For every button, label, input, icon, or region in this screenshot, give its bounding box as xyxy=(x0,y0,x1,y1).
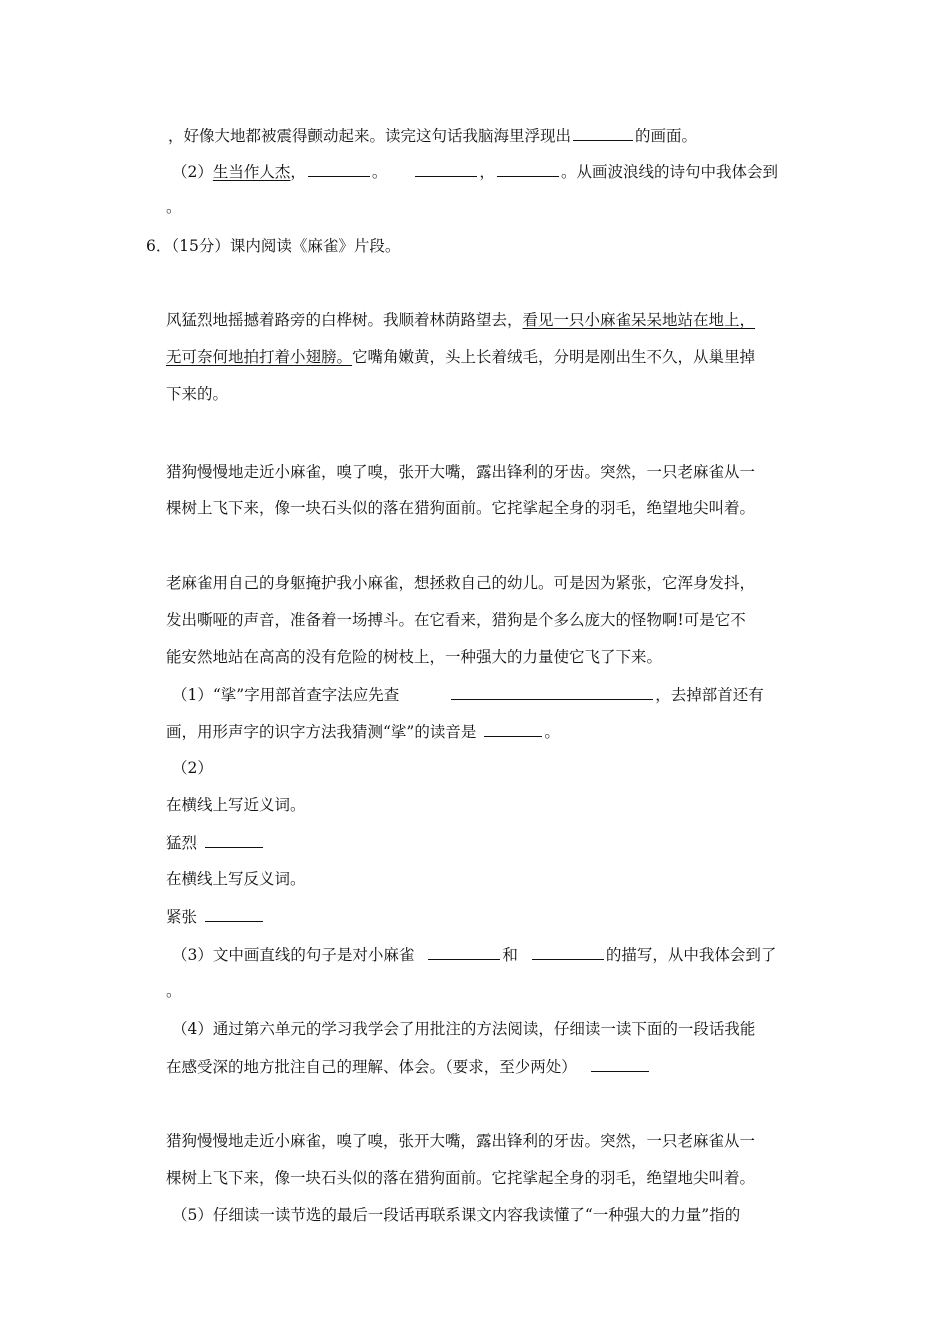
answer-blank[interactable] xyxy=(497,160,559,177)
question-item xyxy=(166,720,560,743)
passage-text: 老麻雀用自己的身躯掩护我小麻雀，想拯救自己的幼儿。可是因为紧张，它浑身发抖， xyxy=(166,574,756,592)
passage-text: 发出嘶哑的声音，准备着一场搏斗。在它看来，猎狗是个多么庞大的怪物啊!可是它不 xyxy=(166,611,746,629)
passage-text: 下来的。 xyxy=(166,385,229,403)
question-item xyxy=(172,160,778,183)
question-text: （4）通过第六单元的学习我学会了用批注的方法阅读，仔细读一读下面的一段话我能 xyxy=(172,1020,756,1038)
question-item xyxy=(166,980,182,1002)
passage-line xyxy=(166,609,746,631)
answer-blank[interactable] xyxy=(591,1055,649,1072)
passage-line xyxy=(166,572,755,594)
question-text: （5）仔细读一读节选的最后一段话再联系课文内容我读懂了“一种强大的力量”指的 xyxy=(172,1206,741,1224)
passage-text: 能安然地站在高高的没有危险的树枝上，一种强大的力量使它飞了下来。 xyxy=(166,648,663,666)
punctuation: 。 xyxy=(166,198,182,216)
passage-text: 棵树上飞下来，像一块石头似的落在猎狗面前。它挓挲起全身的羽毛，绝望地尖叫着。 xyxy=(166,499,756,517)
line-text: ，好像大地都被震得颤动起来。读完这句话我脑海里浮现出 xyxy=(168,127,572,145)
passage-text: 棵树上飞下来，像一块石头似的落在猎狗面前。它挓挲起全身的羽毛，绝望地尖叫着。 xyxy=(166,1169,756,1187)
punctuation: ， xyxy=(290,163,306,181)
passage-line xyxy=(166,497,755,519)
text-line xyxy=(168,124,697,147)
question-word: 紧张 xyxy=(166,908,198,926)
question-number: （2） xyxy=(172,163,213,181)
question-text: ，去掉部首还有 xyxy=(655,686,764,704)
question-word: 猛烈 xyxy=(166,834,198,852)
passage-text: 猎狗慢慢地走近小麻雀，嗅了嗅，张开大嘴，露出锋利的牙齿。突然，一只老麻雀从一 xyxy=(166,1132,756,1150)
wavy-underlined-verse: 生当作人杰 xyxy=(212,163,291,181)
punctuation: ， xyxy=(479,163,495,181)
passage-line xyxy=(166,1130,755,1152)
punctuation: 。 xyxy=(371,163,388,181)
question-item xyxy=(166,868,306,890)
question-item xyxy=(166,1055,651,1078)
question-item xyxy=(172,757,213,779)
passage-line xyxy=(166,346,755,368)
question-text: 画，用形声字的识字方法我猜测“挲”的读音是 xyxy=(166,723,477,741)
passage-line xyxy=(166,646,662,668)
line-text: 。从画波浪线的诗句中我体会到 xyxy=(560,163,778,181)
passage-text: 猎狗慢慢地走近小麻雀，嗅了嗅，张开大嘴，露出锋利的牙齿。突然，一只老麻雀从一 xyxy=(166,463,756,481)
question-text: （1）“挲”字用部首查字法应先查 xyxy=(172,686,400,704)
question-item xyxy=(172,943,776,966)
punctuation: 。 xyxy=(166,982,182,1000)
passage-line xyxy=(166,1167,755,1189)
answer-blank[interactable] xyxy=(428,943,500,960)
question-number: （2） xyxy=(172,759,213,777)
question-text: 的描写，从中我体会到了 xyxy=(605,946,777,964)
passage-line xyxy=(166,383,228,405)
answer-blank[interactable] xyxy=(205,831,263,848)
answer-blank[interactable] xyxy=(415,160,477,177)
answer-blank[interactable] xyxy=(205,905,263,922)
question-item xyxy=(166,905,265,928)
question-title: 6．（15分）课内阅读《麻雀》片段。 xyxy=(146,237,401,255)
question-text: 在横线上写反义词。 xyxy=(166,870,306,888)
question-item xyxy=(172,1018,755,1040)
answer-blank[interactable] xyxy=(451,683,653,700)
passage-line xyxy=(166,461,755,483)
text-line xyxy=(166,196,182,218)
question-text: （3）文中画直线的句子是对小麻雀 xyxy=(172,946,415,964)
underlined-sentence: 看见一只小麻雀呆呆地站在地上， xyxy=(522,311,756,329)
passage-line xyxy=(166,309,755,331)
answer-blank[interactable] xyxy=(308,160,370,177)
question-text: 在感受深的地方批注自己的理解、体会。（要求，至少两处） xyxy=(166,1058,577,1076)
underlined-sentence: 无可奈何地拍打着小翅膀。 xyxy=(166,348,353,366)
passage-text: 风猛烈地摇撼着路旁的白桦树。我顺着林荫路望去， xyxy=(166,311,523,329)
question-text: 在横线上写近义词。 xyxy=(166,796,306,814)
question-item xyxy=(172,1204,740,1226)
question-item xyxy=(166,831,265,854)
punctuation: 。 xyxy=(544,723,560,741)
question-text: 和 xyxy=(502,946,518,964)
line-text: 的画面。 xyxy=(635,127,698,145)
question-item xyxy=(166,794,306,816)
answer-blank[interactable] xyxy=(573,124,633,141)
answer-blank[interactable] xyxy=(484,720,542,737)
passage-text: 它嘴角嫩黄，头上长着绒毛，分明是刚出生不久，从巢里掉 xyxy=(352,348,756,366)
question-item xyxy=(172,683,764,706)
answer-blank[interactable] xyxy=(532,943,604,960)
question-header xyxy=(146,235,400,257)
